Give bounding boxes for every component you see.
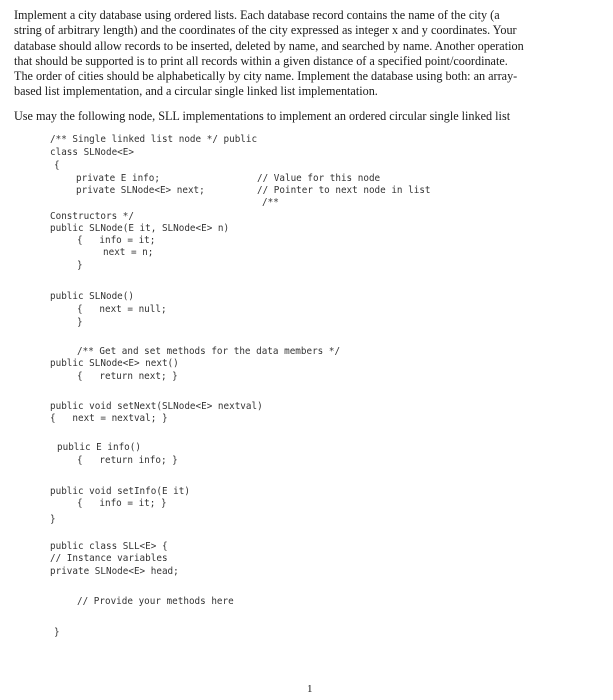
code-line-22: public void setInfo(E it) (50, 486, 190, 497)
code-line-14: } (77, 317, 83, 328)
problem-line: database should allow records to be inserted, deleted by name, and searched by name. Another operation (14, 38, 524, 53)
code-line-11: } (77, 260, 83, 271)
problem-line: Implement a city database using ordered lists. Each database record contains the name of the city (a (14, 8, 500, 22)
code-line-4: private E info; (76, 173, 160, 184)
code-comment-4: // Value for this node (257, 173, 381, 184)
code-line-23: { info = it; } (77, 498, 167, 509)
code-line-19: { next = nextval; } (50, 413, 168, 424)
code-line-28: // Provide your methods here (77, 596, 234, 607)
code-comment-5: // Pointer to next node in list (257, 185, 431, 196)
code-line-5: private SLNode<E> next; (76, 185, 205, 196)
code-line-13: { next = null; (77, 304, 167, 315)
code-line-2: class SLNode<E> (50, 147, 134, 158)
code-line-21: { return info; } (77, 455, 178, 466)
code-line-17: { return next; } (77, 371, 178, 382)
code-line-27: private SLNode<E> head; (50, 566, 179, 577)
problem-line: based list implementation, and a circular single linked list implementation. (14, 84, 378, 99)
page-number: 1 (307, 683, 313, 695)
code-line-16: public SLNode<E> next() (50, 358, 179, 369)
problem-line: that should be supported is to print all records within a given distance of a specified point/coordinate. (14, 53, 508, 68)
code-line-10: next = n; (103, 247, 154, 258)
code-line-18: public void setNext(SLNode<E> nextval) (50, 401, 263, 412)
code-line-1: /** Single linked list node */ public (50, 134, 258, 145)
code-line-8: public SLNode(E it, SLNode<E> n) (50, 223, 230, 234)
code-line-9: { info = it; (77, 235, 156, 246)
code-line-7: Constructors */ (50, 211, 134, 222)
code-line-24: } (50, 514, 56, 525)
code-line-15: /** Get and set methods for the data members */ (77, 346, 341, 357)
problem-statement (14, 8, 599, 100)
code-line-12: public SLNode() (50, 291, 134, 302)
code-line-26: // Instance variables (50, 553, 168, 564)
instruction-text: Use may the following node, SLL implementations to implement an ordered circular single linked list (14, 109, 511, 123)
code-line-3: { (54, 160, 60, 171)
code-line-20: public E info() (57, 442, 141, 453)
code-line-6: /** (262, 197, 279, 208)
problem-line: The order of cities should be alphabetically by city name. Implement the database using both: an array- (14, 69, 518, 84)
code-line-29: } (54, 627, 60, 638)
code-line-25: public class SLL<E> { (50, 541, 168, 552)
problem-line: string of arbitrary length) and the coordinates of the city expressed as integer x and y coordinates. Your (14, 23, 517, 38)
